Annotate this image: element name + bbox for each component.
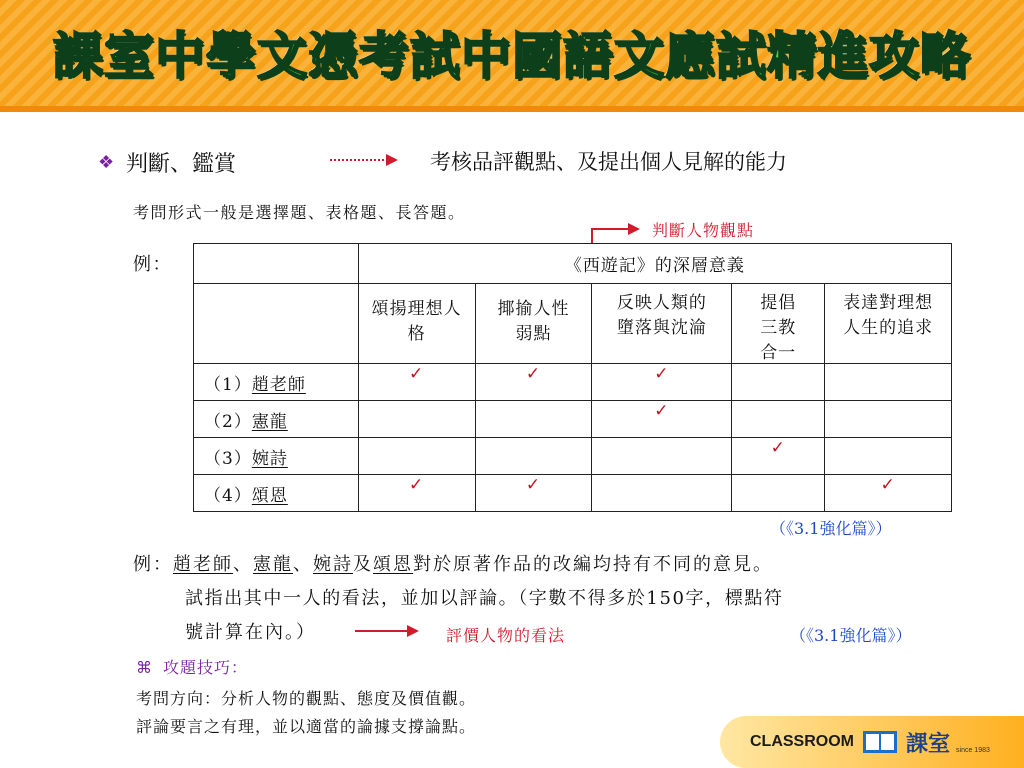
example2-label: 例： xyxy=(133,554,173,575)
name-yuensi: 婉詩 xyxy=(313,554,353,575)
column-header: 表達對理想人生的追求 xyxy=(825,284,952,364)
table-blank-cell xyxy=(194,284,359,364)
table-title: 《西遊記》的深層意義 xyxy=(358,244,951,284)
separator: 及 xyxy=(353,554,373,575)
row-number: （3） xyxy=(204,448,252,469)
footer-brand xyxy=(720,716,1024,768)
brand-english: CLASSROOM xyxy=(750,733,854,750)
check-cell xyxy=(592,438,732,475)
intro-text: 考問形式一般是選擇題、表格題、長答題。 xyxy=(133,203,466,222)
table-row xyxy=(194,401,952,438)
row-label xyxy=(194,475,359,512)
check-cell xyxy=(825,364,952,401)
brand-chinese: 課室 xyxy=(906,731,951,757)
check-cell: ✓ xyxy=(825,475,952,512)
row-number: （2） xyxy=(204,411,252,432)
example2-line2: 試指出其中一人的看法，並加以評論。（字數不得多於150字，標點符 xyxy=(185,588,784,609)
brand-since: since 1983 xyxy=(956,746,990,754)
example2-line1 xyxy=(133,550,773,580)
section-description: 考核品評觀點、及提出個人見解的能力 xyxy=(430,150,787,174)
row-number: （4） xyxy=(204,485,252,506)
diamond-bullet-icon: ❖ xyxy=(98,151,115,173)
reference-1: （《3.1強化篇》） xyxy=(770,519,892,538)
separator: 、 xyxy=(293,554,313,575)
check-cell xyxy=(475,401,592,438)
table-row xyxy=(194,438,952,475)
tip-line: 考問方向：分析人物的觀點、態度及價值觀。 xyxy=(136,689,477,708)
column-header: 揶揄人性弱點 xyxy=(475,284,592,364)
check-cell xyxy=(825,401,952,438)
check-cell xyxy=(732,364,825,401)
book-icon xyxy=(862,729,898,755)
check-cell: ✓ xyxy=(732,438,825,475)
section-heading xyxy=(98,146,236,178)
row-name: 頌恩 xyxy=(251,485,288,506)
check-cell xyxy=(732,401,825,438)
analysis-table xyxy=(193,243,952,512)
tips-heading xyxy=(136,655,248,678)
note-evaluate: 評價人物的看法 xyxy=(446,626,566,645)
table-row xyxy=(194,475,952,512)
reference-2: （《3.1強化篇》） xyxy=(790,626,912,645)
arrow-icon xyxy=(355,624,419,638)
check-cell: ✓ xyxy=(358,364,475,401)
check-cell xyxy=(358,401,475,438)
page-title: 課室中學文憑考試中國語文應試精進攻略 xyxy=(53,27,971,85)
check-cell xyxy=(475,438,592,475)
dotted-arrow-icon xyxy=(330,152,398,168)
tips-label: 攻題技巧： xyxy=(163,658,249,677)
check-cell: ✓ xyxy=(592,401,732,438)
check-cell xyxy=(732,475,825,512)
command-icon: ⌘ xyxy=(136,658,153,677)
example-label: 例： xyxy=(133,254,172,275)
row-number: （1） xyxy=(204,374,252,395)
check-cell xyxy=(825,438,952,475)
check-cell: ✓ xyxy=(475,364,592,401)
table-row xyxy=(194,364,952,401)
column-header: 反映人類的墮落與沈淪 xyxy=(592,284,732,364)
row-name: 趙老師 xyxy=(251,374,306,395)
column-header: 頌揚理想人格 xyxy=(358,284,475,364)
row-label xyxy=(194,438,359,475)
check-cell: ✓ xyxy=(358,475,475,512)
column-header: 提倡三教合一 xyxy=(732,284,825,364)
check-cell xyxy=(358,438,475,475)
example2-line3: 號計算在內。） xyxy=(185,622,316,643)
row-label xyxy=(194,364,359,401)
name-hinlung: 憲龍 xyxy=(253,554,293,575)
check-cell: ✓ xyxy=(592,364,732,401)
check-cell: ✓ xyxy=(475,475,592,512)
separator: 、 xyxy=(233,554,253,575)
check-cell xyxy=(592,475,732,512)
name-zhao: 趙老師 xyxy=(173,554,233,575)
row-label xyxy=(194,401,359,438)
note-judge: 判斷人物觀點 xyxy=(652,221,755,240)
table-corner-cell xyxy=(194,244,359,284)
bracket-arrow-icon xyxy=(588,220,640,244)
header-banner xyxy=(0,0,1024,112)
section-heading-text: 判斷、鑑賞 xyxy=(126,151,237,177)
row-name: 婉詩 xyxy=(251,448,288,469)
row-name: 憲龍 xyxy=(251,411,288,432)
example2-rest: 對於原著作品的改編均持有不同的意見。 xyxy=(413,554,773,575)
name-chungyan: 頌恩 xyxy=(373,554,413,575)
tip-line: 評論要言之有理，並以適當的論據支撐論點。 xyxy=(136,717,477,736)
